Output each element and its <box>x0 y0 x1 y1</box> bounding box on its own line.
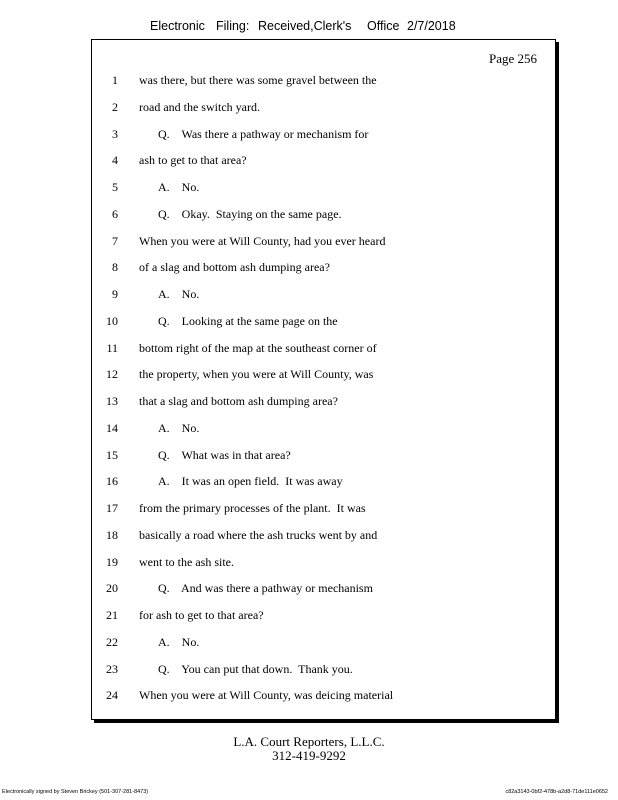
transcript-line: ash to get to that area? <box>139 153 247 168</box>
filing-header <box>0 19 618 37</box>
line-number: 15 <box>106 447 118 462</box>
line-number: 18 <box>106 527 118 542</box>
header-office: Office <box>367 19 400 33</box>
line-number: 1 <box>112 73 118 87</box>
line-number: 6 <box>112 206 118 221</box>
line-number: 5 <box>112 180 118 194</box>
header-filing: Filing: <box>216 19 250 33</box>
line-number: 17 <box>106 501 118 515</box>
transcript-line: Q. You can put that down. Thank you. <box>158 661 353 676</box>
header-electronic: Electronic <box>150 19 205 33</box>
line-number: 13 <box>106 394 118 408</box>
transcript-line: Q. And was there a pathway or mechanism <box>158 581 373 596</box>
line-number: 2 <box>112 99 118 114</box>
transcript-line: Q. Was there a pathway or mechanism for <box>158 126 369 141</box>
line-number: 10 <box>106 313 118 328</box>
transcript-line: of a slag and bottom ash dumping area? <box>139 260 330 275</box>
line-number: 9 <box>112 287 118 301</box>
transcript-line: basically a road where the ash trucks went by and <box>139 527 378 542</box>
transcript-line: A. No. <box>158 420 200 435</box>
line-number: 8 <box>112 260 118 275</box>
transcript-line: A. No. <box>158 634 200 649</box>
line-number: 23 <box>106 661 118 676</box>
transcript-line: went to the ash site. <box>139 554 234 569</box>
transcript-line: for ash to get to that area? <box>139 608 264 622</box>
page-number: Page 256 <box>488 51 537 66</box>
transcript-line: Q. What was in that area? <box>158 447 291 462</box>
line-number: 4 <box>112 153 118 168</box>
transcript-line: Q. Looking at the same page on the <box>158 313 338 328</box>
transcript-line: that a slag and bottom ash dumping area? <box>139 394 338 408</box>
transcript-line: from the primary processes of the plant. It was <box>139 501 366 515</box>
transcript-line: the property, when you were at Will County, was <box>139 367 374 382</box>
header-received: Received,Clerk's <box>258 19 352 33</box>
transcript-line: road and the switch yard. <box>139 99 260 114</box>
header-date: 2/7/2018 <box>407 19 456 33</box>
line-number: 22 <box>106 634 118 649</box>
line-number: 14 <box>106 420 118 435</box>
reporter-company: L.A. Court Reporters, L.L.C. <box>233 734 385 749</box>
transcript-line: A. It was an open field. It was away <box>158 474 343 489</box>
transcript-line: A. No. <box>158 287 200 301</box>
transcript-line: When you were at Will County, had you ever heard <box>139 233 386 248</box>
reporter-phone: 312-419-9292 <box>272 748 346 763</box>
line-number: 12 <box>106 367 118 382</box>
transcript-line: Q. Okay. Staying on the same page. <box>158 206 342 221</box>
line-number: 20 <box>106 581 118 596</box>
line-number: 16 <box>106 474 118 489</box>
electronic-signature: Electronically signed by Steven Brickey (501-307-281-8473) <box>2 789 149 795</box>
line-number: 19 <box>106 554 118 569</box>
line-number: 24 <box>106 688 118 703</box>
transcript-line: A. No. <box>158 180 200 194</box>
line-number: 21 <box>106 608 118 622</box>
line-number: 11 <box>106 340 118 355</box>
transcript-page <box>91 39 556 720</box>
line-number: 3 <box>112 126 118 141</box>
line-number: 7 <box>112 233 118 248</box>
document-hash: c82a3143-0bf2-478b-a2d8-71de111e0652 <box>505 789 608 795</box>
transcript-line: When you were at Will County, was deicing material <box>139 688 394 703</box>
transcript-line: was there, but there was some gravel between the <box>139 73 377 87</box>
transcript-line: bottom right of the map at the southeast corner of <box>139 340 377 355</box>
